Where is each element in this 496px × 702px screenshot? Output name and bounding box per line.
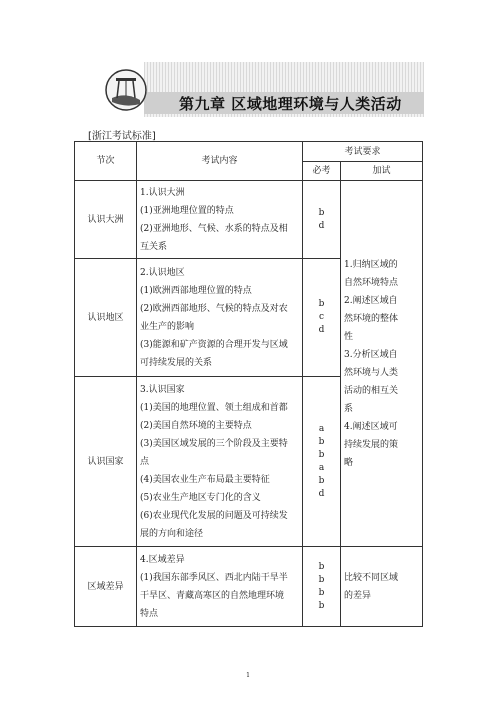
- extra-line: 略: [344, 457, 354, 468]
- content-line: (6)农业现代化发展的问题及可持续发: [140, 510, 288, 521]
- extra-line: 2.阐述区域自: [344, 295, 398, 306]
- content-cell: [137, 377, 303, 547]
- content-line: 可持续发展的关系: [140, 357, 213, 368]
- header-content: 考试内容: [137, 142, 303, 181]
- required-code: b: [318, 475, 325, 486]
- extra-line: 系: [344, 403, 354, 414]
- header-extra: 加试: [341, 162, 423, 181]
- table-row: [75, 547, 423, 627]
- section-cell: 认识国家: [75, 377, 137, 547]
- content-line: (1)美国的地理位置、领土组成和首都: [140, 402, 288, 413]
- extra-requirements-cell: [341, 181, 423, 547]
- extra-line: 活动的相互关: [344, 385, 399, 396]
- extra-line: 然环境与人类: [344, 367, 399, 378]
- content-line: 互关系: [140, 241, 168, 252]
- content-line: 特点: [140, 608, 159, 619]
- required-code: a: [318, 462, 325, 473]
- required-code: b: [318, 449, 325, 460]
- header-requirement: 考试要求: [303, 142, 423, 162]
- required-code: d: [318, 325, 325, 335]
- content-line: 4.区域差异: [140, 554, 185, 565]
- extra-requirement-cell: [341, 547, 423, 627]
- required-code: c: [318, 312, 325, 322]
- required-codes-cell: [303, 547, 341, 627]
- required-codes-cell: [303, 377, 341, 547]
- content-line: (2)欧洲西部地形、气候的特点及对农: [140, 303, 288, 314]
- content-line: (1)欧洲西部地理位置的特点: [140, 285, 252, 296]
- header-required: 必考: [303, 162, 341, 181]
- content-line: 2.认识地区: [140, 267, 185, 278]
- content-line: (3)能源和矿产资源的合理开发与区域: [140, 339, 288, 350]
- extra-line: 比较不同区域: [344, 572, 399, 583]
- required-code: a: [318, 423, 325, 434]
- extra-line: 然环境的整体: [344, 313, 399, 324]
- section-cell: 区域差异: [75, 547, 137, 627]
- required-code: b: [318, 561, 325, 572]
- required-codes-cell: [303, 181, 341, 259]
- content-line: 业生产的影响: [140, 321, 195, 332]
- required-code: b: [318, 600, 325, 611]
- required-code: d: [318, 488, 325, 499]
- required-codes-cell: [303, 259, 341, 377]
- content-cell: [137, 547, 303, 627]
- content-line: (5)农业生产地区专门化的含义: [140, 492, 261, 503]
- content-line: 1.认识大洲: [140, 187, 185, 198]
- extra-line: 性: [344, 331, 354, 342]
- required-code: b: [318, 574, 325, 585]
- section-cell: 认识大洲: [75, 181, 137, 259]
- table-row: [75, 181, 423, 259]
- page-number: 1: [246, 672, 250, 679]
- extra-line: 自然环境特点: [344, 277, 399, 288]
- content-line: (1)我国东部季风区、西北内陆干旱半: [140, 572, 288, 583]
- content-line: (2)美国自然环境的主要特点: [140, 420, 252, 431]
- content-line: (4)美国农业生产布局最主要特征: [140, 474, 270, 485]
- extra-line: 4.阐述区域可: [344, 421, 398, 432]
- content-line: (2)亚洲地形、气候、水系的特点及相: [140, 223, 288, 234]
- content-cell: [137, 259, 303, 377]
- header-section: 节次: [75, 142, 137, 181]
- required-code: b: [318, 207, 325, 218]
- required-code: b: [318, 299, 325, 309]
- content-line: 3.认识国家: [140, 384, 185, 395]
- content-line: (3)美国区域发展的三个阶段及主要特: [140, 438, 288, 449]
- chapter-title: 第九章 区域地理环境与人类活动: [179, 95, 402, 113]
- exam-standard-table: [74, 141, 423, 627]
- content-line: (1)亚洲地理位置的特点: [140, 205, 234, 216]
- content-cell: [137, 181, 303, 259]
- content-line: 展的方向和途径: [140, 528, 204, 539]
- extra-line: 持续发展的策: [344, 439, 399, 450]
- extra-line: 3.分析区域自: [344, 349, 398, 360]
- required-code: b: [318, 436, 325, 447]
- extra-line: 的差异: [344, 590, 372, 601]
- chapter-logo-icon: [104, 68, 148, 112]
- chapter-banner: [104, 62, 424, 117]
- standard-label: [浙江考试标准]: [88, 131, 156, 142]
- extra-line: 1.归纳区域的: [344, 259, 398, 270]
- required-code: d: [318, 220, 325, 231]
- content-line: 点: [140, 456, 150, 467]
- content-line: 干旱区、青藏高寒区的自然地理环境: [140, 590, 285, 601]
- section-cell: 认识地区: [75, 259, 137, 377]
- required-code: b: [318, 587, 325, 598]
